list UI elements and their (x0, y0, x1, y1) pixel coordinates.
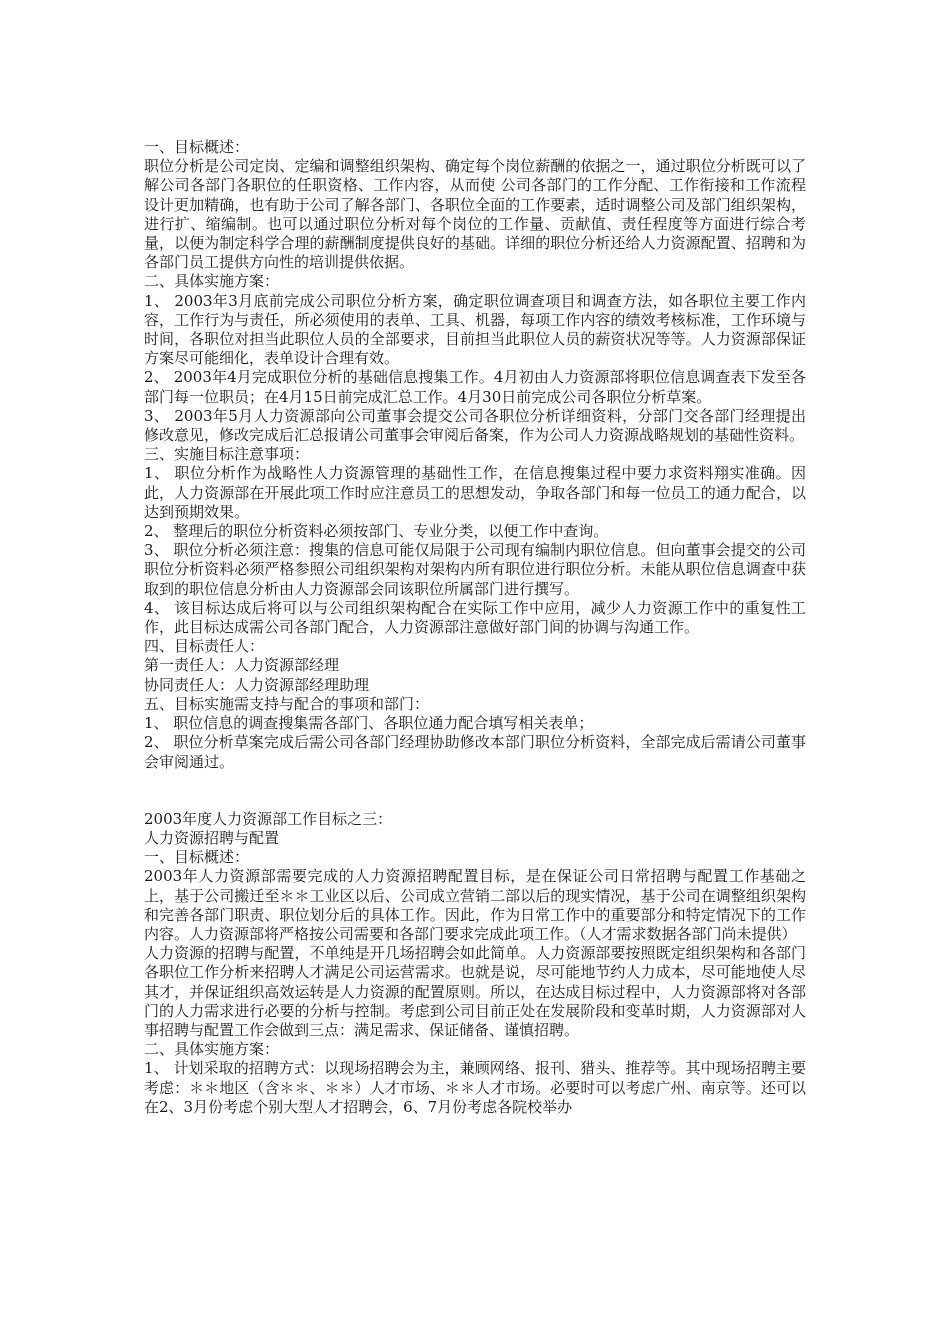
section-recruitment (144, 810, 806, 1117)
plan-item-2: 2、 2003年4月完成职位分析的基础信息搜集工作。4月初由人力资源部将职位信息调查表下发至各部门每一位职员；在4月15日前完成汇总工作。4月30日前完成公司各职位分析草案。 (144, 368, 806, 406)
paragraph-overview: 职位分析是公司定岗、定编和调整组织架构、确定每个岗位薪酬的依据之一，通过职位分析既可以了解公司各部门各职位的任职资格、工作内容，从而使 公司各部门的工作分配、工作衔接和工作流程设计更加精确，也有助于公司了解各部门、各职位全面的工作要素，适时调整公司及部门组织架构，进行扩、缩编制。也可以通过职位分析对每个岗位的工作量、贡献值、责任程度等方面进行综合考量，以便为制定科学合理的薪酬制度提供良好的基础。详细的职位分析还给人力资源配置、招聘和为各部门员工提供方向性的培训提供依据。 (144, 157, 806, 272)
plan-item-1: 1、 2003年3月底前完成公司职位分析方案，确定职位调查项目和调查方法，如各职位主要工作内容，工作行为与责任，所必须使用的表单、工具、机器，每项工作内容的绩效考核标准，工作环境与时间，各职位对担当此职位人员的全部要求，目前担当此职位人员的薪资状况等等。人力资源部保证方案尽可能细化，表单设计合理有效。 (144, 291, 806, 368)
plan-item-1: 1、 计划采取的招聘方式：以现场招聘会为主，兼顾网络、报刊、猎头、推荐等。其中现场招聘主要考虑：＊＊地区（含＊＊、＊＊）人才市场、＊＊人才市场。必要时可以考虑广州、南京等。还可以在2、3月份考虑个别大型人才招聘会，6、7月份考虑各院校举办 (144, 1059, 806, 1116)
heading-responsible: 四、目标责任人： (144, 637, 265, 656)
section-gap (144, 772, 806, 810)
note-item-4: 4、 该目标达成后将可以与公司组织架构配合在实际工作中应用，减少人力资源工作中的重复性工作，此目标达成需公司各部门配合，人力资源部注意做好部门间的协调与沟通工作。 (144, 598, 806, 637)
heading-implementation-plan: 二、具体实施方案： (144, 1040, 280, 1059)
support-item-1: 1、 职位信息的调查搜集需各部门、各职位通力配合填写相关表单； (144, 714, 594, 733)
heading-support: 五、目标实施需支持与配合的事项和部门： (144, 694, 430, 713)
heading-notes: 三、实施目标注意事项： (144, 445, 310, 464)
heading-implementation-plan: 二、具体实施方案： (144, 272, 280, 291)
paragraph-principles: 人力资源的招聘与配置，不单纯是开几场招聘会如此简单。人力资源部要按照既定组织架构和各部门各职位工作分析来招聘人才满足公司运营需求。也就是说，尽可能地节约人力成本，尽可能地使人尽其才，并保证组织高效运转是人力资源的配置原则。所以，在达成目标过程中，人力资源部将对各部门的人力需求进行必要的分析与控制。考虑到公司目前正处在发展阶段和变革时期，人力资源部对人事招聘与配置工作会做到三点：满足需求、保证储备、谨慎招聘。 (144, 944, 806, 1039)
heading-goal-overview: 一、目标概述： (144, 138, 250, 156)
goal-subtitle: 人力资源招聘与配置 (144, 828, 280, 847)
responsible-primary: 第一责任人：人力资源部经理 (144, 656, 340, 675)
note-item-1: 1、 职位分析作为战略性人力资源管理的基础性工作，在信息搜集过程中要力求资料翔实准确。因此，人力资源部在开展此项工作时应注意员工的思想发动，争取各部门和每一位员工的通力配合，以达到预期效果。 (144, 464, 806, 521)
heading-goal-overview: 一、目标概述： (144, 848, 250, 867)
responsible-assistant: 协同责任人：人力资源部经理助理 (144, 675, 370, 694)
note-item-2: 2、 整理后的职位分析资料必须按部门、专业分类，以便工作中查询。 (144, 522, 609, 541)
goal-title: 2003年度人力资源部工作目标之三： (144, 809, 393, 828)
note-item-3: 3、 职位分析必须注意：搜集的信息可能仅局限于公司现有编制内职位信息。但向董事会提交的公司职位分析资料必须严格参照公司组织架构对架构内所有职位进行职位分析。未能从职位信息调查中获取到的职位信息分析由人力资源部会同该职位所属部门进行撰写。 (144, 541, 806, 598)
paragraph-overview: 2003年人力资源部需要完成的人力资源招聘配置目标，是在保证公司日常招聘与配置工作基础之上，基于公司搬迁至＊＊工业区以后、公司成立营销二部以后的现实情况，基于公司在调整组织架构和完善各部门职责、职位划分后的具体工作。因此，作为日常工作中的重要部分和特定情况下的工作内容。人力资源部将严格按公司需要和各部门要求完成此项工作。（人才需求数据各部门尚未提供） (144, 867, 806, 943)
support-item-2: 2、 职位分析草案完成后需公司各部门经理协助修改本部门职位分析资料，全部完成后需请公司董事会审阅通过。 (144, 733, 806, 771)
plan-item-3: 3、 2003年5月人力资源部向公司董事会提交公司各职位分析详细资料，分部门交各部门经理提出修改意见，修改完成后汇总报请公司董事会审阅后备案，作为公司人力资源战略规划的基础性资料。 (144, 406, 806, 445)
document-page (144, 138, 806, 1117)
section-job-analysis (144, 138, 806, 772)
